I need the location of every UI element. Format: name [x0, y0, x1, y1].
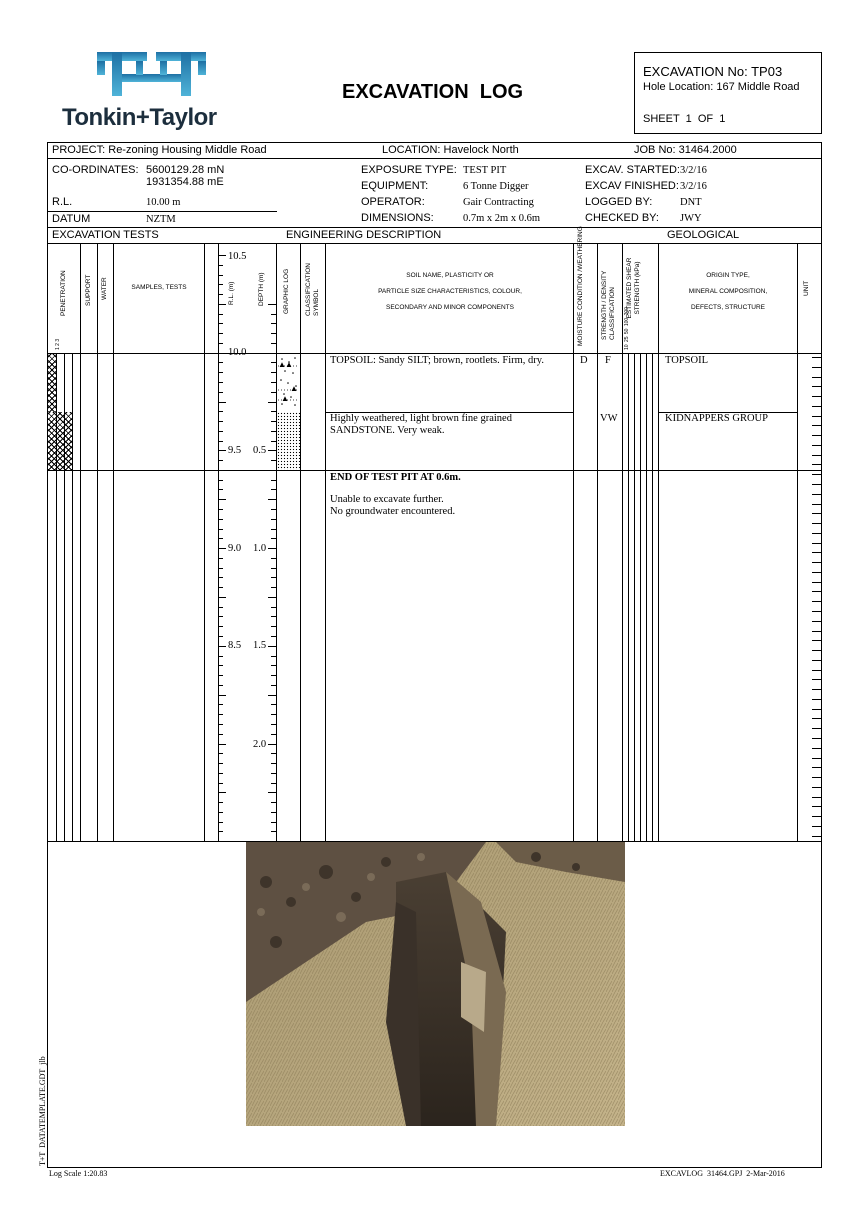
depth-tick [271, 822, 276, 823]
unit-tick [812, 738, 821, 739]
depth-label-1-0: 1.0 [253, 543, 267, 554]
unit-tick [812, 464, 821, 465]
depth-tick [271, 577, 276, 578]
unit-tick [812, 660, 821, 661]
unit-tick [812, 640, 821, 641]
unit-tick [812, 572, 821, 573]
unit-tick [812, 357, 821, 358]
unit-tick [812, 826, 821, 827]
unit-tick [812, 709, 821, 710]
unit-tick [812, 455, 821, 456]
depth-label-2-0: 2.0 [253, 739, 267, 750]
rl-tick [218, 255, 226, 256]
col-classification: CLASSIFICATION SYMBOL [305, 263, 320, 316]
rl-tick [218, 626, 223, 627]
unit-tick [812, 504, 821, 505]
equipment-value: 6 Tonne Digger [463, 181, 529, 192]
unit-tick [812, 406, 821, 407]
graphic-log-topsoil [277, 353, 300, 412]
rl-tick [218, 450, 226, 451]
unit-tick [812, 543, 821, 544]
rl-tick [218, 411, 223, 412]
rl-tick [218, 314, 223, 315]
job-number-field: JOB No: 31464.2000 [634, 144, 737, 156]
col-samples: SAMPLES, TESTS [131, 284, 187, 291]
exposure-label: EXPOSURE TYPE: [361, 164, 457, 176]
unit-tick [812, 718, 821, 719]
rl-tick [218, 343, 223, 344]
depth-tick [271, 656, 276, 657]
unit-tick [812, 591, 821, 592]
unit-tick [812, 816, 821, 817]
hole-location: Hole Location: 167 Middle Road [643, 81, 800, 93]
rl-tick [218, 568, 223, 569]
depth-tick [271, 626, 276, 627]
started-value: 3/2/16 [680, 165, 707, 176]
col-strength: STRENGTH / DENSITY CLASSIFICATION [601, 270, 616, 340]
unit-tick [812, 377, 821, 378]
rl-tick [218, 792, 226, 793]
penetration-hatch-1 [48, 353, 56, 412]
exposure-value: TEST PIT [463, 165, 507, 176]
operator-value: Gair Contracting [463, 197, 534, 208]
rl-tick [218, 695, 226, 696]
depth-tick [271, 763, 276, 764]
rl-tick [218, 519, 223, 520]
depth-tick [268, 548, 276, 549]
tt-logo-mark-icon [62, 52, 242, 104]
unit-tick [812, 582, 821, 583]
col-penetration: PENETRATION [60, 270, 67, 316]
unit-tick [812, 767, 821, 768]
rl-tick [218, 812, 223, 813]
unit-tick [812, 836, 821, 837]
depth-tick [271, 724, 276, 725]
unit-tick [812, 416, 821, 417]
operator-label: OPERATOR: [361, 196, 425, 208]
depth-tick [271, 489, 276, 490]
rl-tick [218, 744, 226, 745]
col-support: SUPPORT [85, 274, 92, 306]
project-field: PROJECT: Re-zoning Housing Middle Road [52, 144, 267, 156]
rl-label-9-5: 9.5 [228, 445, 242, 456]
depth-scale [218, 243, 276, 841]
unit-tick [812, 601, 821, 602]
unit-tick [812, 777, 821, 778]
depth-tick [271, 323, 276, 324]
rl-tick [218, 822, 223, 823]
depth-tick [271, 480, 276, 481]
rl-tick [218, 333, 223, 334]
excavation-id-box [634, 52, 822, 134]
rl-tick [218, 265, 223, 266]
rl-tick [218, 616, 223, 617]
depth-tick [268, 744, 276, 745]
depth-tick [271, 753, 276, 754]
depth-tick [271, 362, 276, 363]
depth-tick [271, 773, 276, 774]
depth-tick [271, 734, 276, 735]
layer-2-geology: KIDNAPPERS GROUP [665, 413, 768, 424]
graphic-log-sandstone [277, 412, 300, 470]
rl-tick [218, 529, 223, 530]
rl-tick [218, 538, 223, 539]
col-depth: DEPTH (m) [258, 272, 265, 306]
unit-tick [812, 650, 821, 651]
depth-tick [271, 538, 276, 539]
depth-tick [271, 314, 276, 315]
rl-tick [218, 763, 223, 764]
depth-tick [271, 831, 276, 832]
depth-tick [271, 783, 276, 784]
depth-tick [268, 499, 276, 500]
unit-tick [812, 631, 821, 632]
depth-tick [271, 616, 276, 617]
rl-tick [218, 685, 223, 686]
penetration-hatch-2 [48, 412, 72, 470]
col-water: WATER [101, 277, 108, 300]
log-scale: Log Scale 1:20.83 [49, 1169, 108, 1178]
depth-tick [268, 792, 276, 793]
logged-value: DNT [680, 197, 702, 208]
rl-tick [218, 284, 223, 285]
file-reference: EXCAVLOG 31464.GPJ 2-Mar-2016 [660, 1169, 785, 1178]
penetration-scale: 1 2 3 [55, 338, 61, 350]
layer-1-strength: F [605, 355, 611, 366]
rl-label-10-0: 10.0 [228, 347, 247, 358]
layer-1-description: TOPSOIL: Sandy SILT; brown, rootlets. Firm, dry. [330, 355, 544, 366]
col-unit: UNIT [803, 280, 810, 296]
unit-tick [812, 621, 821, 622]
dimensions-label: DIMENSIONS: [361, 212, 434, 224]
depth-tick [268, 353, 276, 354]
depth-tick [271, 519, 276, 520]
rl-tick [218, 431, 223, 432]
rl-tick [218, 597, 226, 598]
depth-tick [271, 460, 276, 461]
depth-tick [268, 304, 276, 305]
checked-value: JWY [680, 213, 702, 224]
depth-label-0-5: 0.5 [253, 445, 267, 456]
depth-tick [271, 607, 276, 608]
rl-tick [218, 441, 223, 442]
checked-label: CHECKED BY: [585, 212, 659, 224]
datum-label: DATUM [52, 213, 91, 225]
unit-tick [812, 787, 821, 788]
end-of-pit-note: END OF TEST PIT AT 0.6m. Unable to excavate further. No groundwater encountered. [330, 472, 461, 517]
unit-tick [812, 758, 821, 759]
rl-tick [218, 636, 223, 637]
test-pit-photo [246, 842, 625, 1126]
unit-tick [812, 748, 821, 749]
rl-tick [218, 646, 226, 647]
col-soil-name: SOIL NAME, PLASTICITY OR PARTICLE SIZE CHARACTERISTICS, COLOUR, SECONDARY AND MINOR COMPONENTS [378, 272, 522, 311]
unit-tick [812, 396, 821, 397]
section-excavation-tests: EXCAVATION TESTS [52, 229, 159, 241]
unit-tick [812, 689, 821, 690]
unit-tick [812, 562, 821, 563]
rl-tick [218, 372, 223, 373]
template-reference: T+T DATATEMPLATE.GDT jlb [38, 1056, 47, 1166]
rl-tick [218, 480, 223, 481]
unit-tick [812, 699, 821, 700]
depth-tick [271, 441, 276, 442]
rl-tick [218, 558, 223, 559]
col-rl: R.L. (m) [228, 281, 235, 305]
depth-tick [271, 558, 276, 559]
depth-tick [271, 382, 276, 383]
depth-tick [271, 372, 276, 373]
section-geological: GEOLOGICAL [667, 229, 740, 241]
depth-tick [271, 704, 276, 705]
layer-2-description: Highly weathered, light brown fine grained SANDSTONE. Very weak. [330, 413, 512, 436]
unit-tick [812, 435, 821, 436]
rl-tick [218, 656, 223, 657]
shear-scale: 10 25 50 100 200 [624, 307, 630, 350]
unit-tick [812, 806, 821, 807]
rl-tick [218, 587, 223, 588]
depth-tick [268, 695, 276, 696]
rl-tick [218, 577, 223, 578]
sheet-number: SHEET 1 OF 1 [643, 113, 726, 125]
coord-northing: 5600129.28 mN [146, 164, 225, 176]
rl-value: 10.00 m [146, 197, 181, 208]
unit-tick [812, 728, 821, 729]
unit-tick [812, 425, 821, 426]
rl-tick [218, 509, 223, 510]
depth-tick [271, 529, 276, 530]
depth-tick [268, 402, 276, 403]
unit-tick [812, 445, 821, 446]
depth-tick [271, 675, 276, 676]
logged-label: LOGGED BY: [585, 196, 653, 208]
finished-value: 3/2/16 [680, 181, 707, 192]
unit-tick [812, 386, 821, 387]
depth-tick [268, 646, 276, 647]
rl-tick [218, 675, 223, 676]
page-title: EXCAVATION LOG [342, 81, 524, 103]
unit-tick [812, 679, 821, 680]
unit-tick [812, 611, 821, 612]
depth-tick [271, 343, 276, 344]
col-origin: ORIGIN TYPE, MINERAL COMPOSITION, DEFECTS, STRUCTURE [688, 272, 768, 311]
unit-tick [812, 474, 821, 475]
excavation-number: EXCAVATION No: TP03 [643, 64, 783, 79]
layer-1-geology: TOPSOIL [665, 355, 708, 366]
depth-tick [271, 411, 276, 412]
unit-tick [812, 367, 821, 368]
unit-tick [812, 513, 821, 514]
depth-tick [271, 431, 276, 432]
rl-tick [218, 714, 223, 715]
rl-tick [218, 607, 223, 608]
company-logo [62, 52, 242, 132]
unit-tick [812, 494, 821, 495]
rl-tick [218, 275, 223, 276]
rl-tick [218, 773, 223, 774]
rl-tick [218, 304, 226, 305]
layer-1-moisture: D [580, 355, 588, 366]
unit-tick [812, 533, 821, 534]
depth-tick [271, 333, 276, 334]
rl-tick [218, 460, 223, 461]
depth-tick [271, 802, 276, 803]
coord-easting: 1931354.88 mE [146, 176, 224, 188]
depth-tick [271, 587, 276, 588]
dimensions-value: 0.7m x 2m x 0.6m [463, 213, 541, 224]
rl-tick [218, 724, 223, 725]
depth-tick [271, 421, 276, 422]
unit-tick [812, 552, 821, 553]
depth-tick [271, 714, 276, 715]
rl-tick [218, 548, 226, 549]
depth-tick [271, 812, 276, 813]
rl-label-10-5: 10.5 [228, 251, 247, 262]
depth-tick [271, 685, 276, 686]
rl-label-9-0: 9.0 [228, 543, 242, 554]
rl-tick [218, 382, 223, 383]
rl-tick [218, 353, 226, 354]
col-shear-strength: ESTIMATED SHEAR STRENGTH (kPa) [626, 257, 641, 319]
rl-tick [218, 783, 223, 784]
col-graphic-log: GRAPHIC LOG [283, 268, 290, 314]
company-name: Tonkin+Taylor [62, 104, 217, 131]
unit-scale [812, 353, 822, 841]
rl-tick [218, 362, 223, 363]
datum-value: NZTM [146, 214, 176, 225]
col-moisture: MOISTURE CONDITION /WEATHERING [577, 226, 584, 346]
unit-tick [812, 484, 821, 485]
depth-tick [271, 665, 276, 666]
rl-tick [218, 392, 223, 393]
rl-tick [218, 753, 223, 754]
depth-tick [268, 450, 276, 451]
rl-tick [218, 499, 226, 500]
depth-tick [271, 636, 276, 637]
rl-tick [218, 489, 223, 490]
rl-tick [218, 294, 223, 295]
location-field: LOCATION: Havelock North [382, 144, 519, 156]
rl-tick [218, 802, 223, 803]
rl-tick [218, 665, 223, 666]
started-label: EXCAV. STARTED: [585, 164, 680, 176]
rl-tick [218, 421, 223, 422]
rl-tick [218, 831, 223, 832]
rl-tick [218, 704, 223, 705]
unit-tick [812, 523, 821, 524]
depth-tick [271, 509, 276, 510]
coordinates-label: CO-ORDINATES: [52, 164, 139, 176]
unit-tick [812, 670, 821, 671]
equipment-label: EQUIPMENT: [361, 180, 429, 192]
layer-2-strength: VW [600, 413, 618, 424]
rl-tick [218, 734, 223, 735]
rl-label: R.L. [52, 196, 73, 208]
depth-tick [271, 568, 276, 569]
rl-tick [218, 323, 223, 324]
depth-tick [268, 597, 276, 598]
rl-tick [218, 402, 226, 403]
section-engineering-description: ENGINEERING DESCRIPTION [286, 229, 442, 241]
finished-label: EXCAV FINISHED: [585, 180, 679, 192]
unit-tick [812, 797, 821, 798]
depth-tick [271, 392, 276, 393]
depth-label-1-5: 1.5 [253, 640, 267, 651]
rl-label-8-5: 8.5 [228, 640, 242, 651]
